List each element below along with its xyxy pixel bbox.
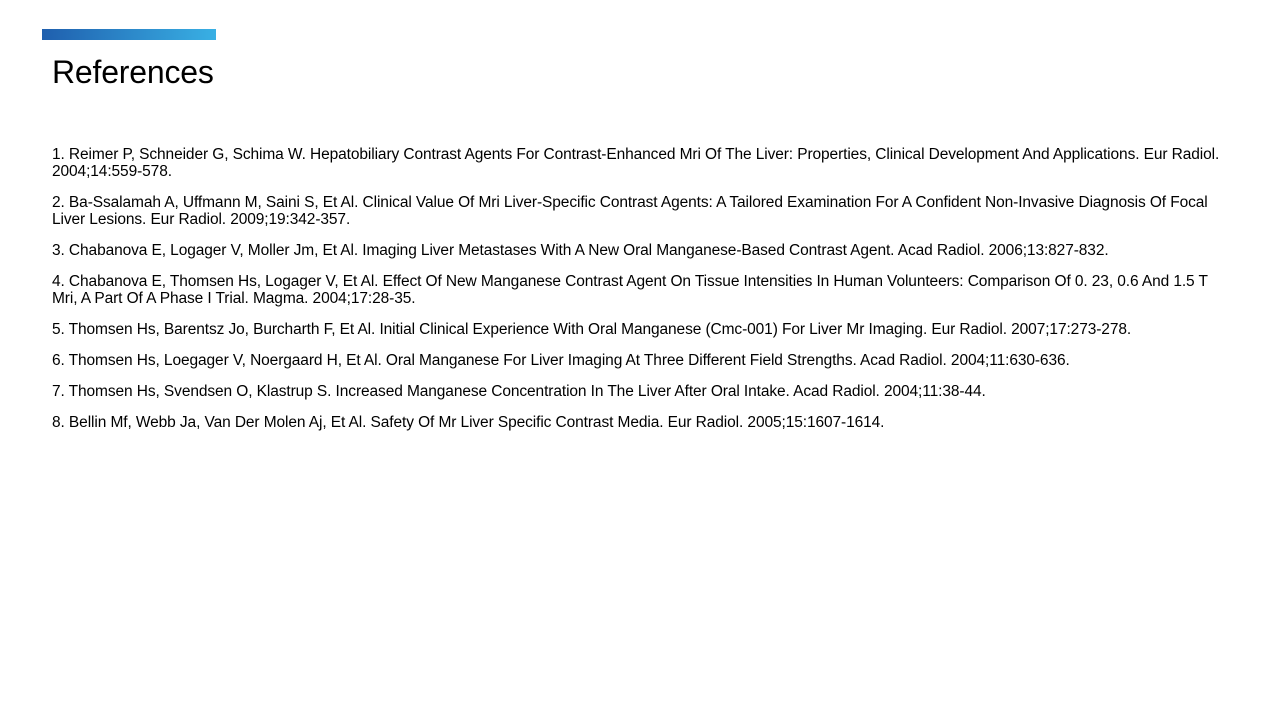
reference-item: 3. Chabanova E, Logager V, Moller Jm, Et Al. Imaging Liver Metastases With A New Oral Manganese-Based Contrast Agent. Acad Radiol. 2006;13:827-832. — [52, 242, 1109, 259]
reference-list — [52, 146, 1228, 445]
reference-item: 1. Reimer P, Schneider G, Schima W. Hepatobiliary Contrast Agents For Contrast-Enhanced Mri Of The Liver: Properties, Clinical Development And Applications. Eur Radiol. 2004;14:559-578. — [52, 146, 1220, 180]
reference-item: 7. Thomsen Hs, Svendsen O, Klastrup S. Increased Manganese Concentration In The Liver After Oral Intake. Acad Radiol. 2004;11:38-44. — [52, 383, 986, 400]
reference-item: 4. Chabanova E, Thomsen Hs, Logager V, Et Al. Effect Of New Manganese Contrast Agent On Tissue Intensities In Human Volunteers: Comparison Of 0. 23, 0.6 And 1.5 T Mri, A Part Of A Phase I Trial. Magma. 2004;17:28-35. — [52, 273, 1208, 307]
reference-item: 2. Ba-Ssalamah A, Uffmann M, Saini S, Et Al. Clinical Value Of Mri Liver-Specific Contrast Agents: A Tailored Examination For A Confident Non-Invasive Diagnosis Of Focal Liver Lesions. Eur Radiol. 2009;19:342-357. — [52, 194, 1208, 228]
reference-item: 8. Bellin Mf, Webb Ja, Van Der Molen Aj, Et Al. Safety Of Mr Liver Specific Contrast Media. Eur Radiol. 2005;15:1607-1614. — [52, 414, 885, 431]
reference-item: 5. Thomsen Hs, Barentsz Jo, Burcharth F, Et Al. Initial Clinical Experience With Oral Manganese (Cmc-001) For Liver Mr Imaging. Eur Radiol. 2007;17:273-278. — [52, 321, 1132, 338]
title-accent-bar — [42, 29, 216, 40]
slide-title: References — [52, 54, 214, 90]
reference-item: 6. Thomsen Hs, Loegager V, Noergaard H, Et Al. Oral Manganese For Liver Imaging At Three Different Field Strengths. Acad Radiol. 2004;11:630-636. — [52, 352, 1070, 369]
